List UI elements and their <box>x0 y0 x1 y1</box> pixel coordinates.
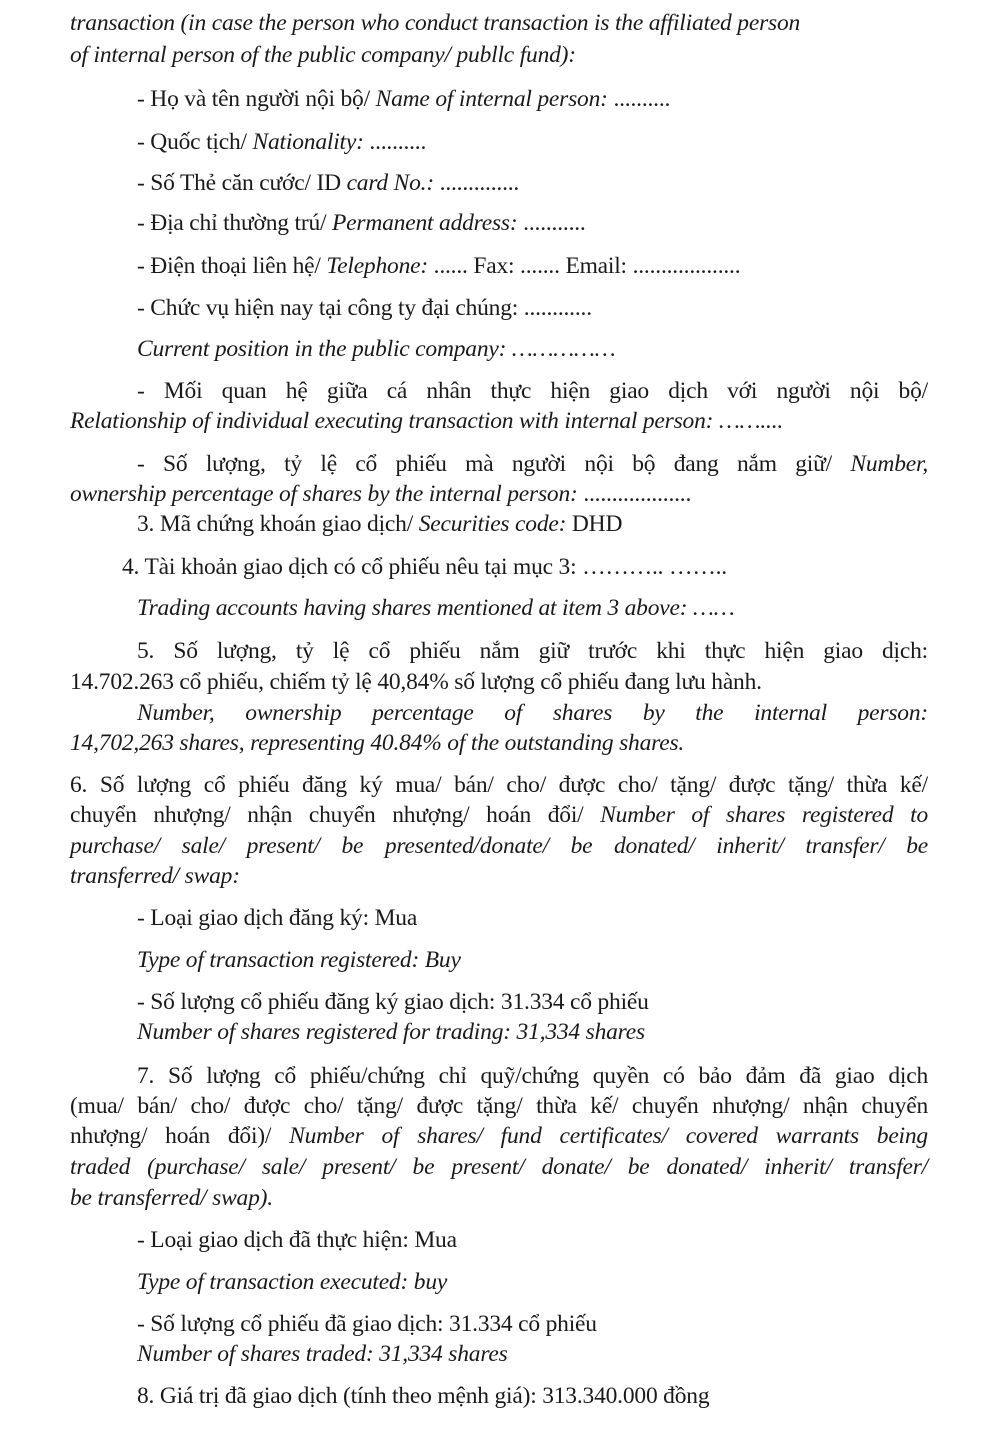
item-7-line-2: (mua/ bán/ cho/ được cho/ tặng/ được tặng/ thừa kế/ chuyển nhượng/ nhận chuyển <box>70 1093 928 1119</box>
item-5-line-3: Number, ownership percentage of shares by the internal person: <box>137 700 928 726</box>
item-7-transaction-type-en: Type of transaction executed: buy <box>137 1269 448 1295</box>
internal-person-id: - Số Thẻ căn cước/ ID card No.: .............. <box>137 170 520 196</box>
internal-person-contact: - Điện thoại liên hệ/ Telephone: ...... Fax: ....... Email: ................... <box>137 253 741 279</box>
item-7-quantity-en: Number of shares traded: 31,334 shares <box>137 1341 508 1367</box>
relationship-vi: - Mối quan hệ giữa cá nhân thực hiện giao dịch với người nội bộ/ <box>137 378 928 404</box>
item-7-line-1: 7. Số lượng cổ phiếu/chứng chỉ quỹ/chứng quyền có bảo đảm đã giao dịch <box>137 1063 928 1089</box>
item-4-trading-accounts-en: Trading accounts having shares mentioned at item 3 above: …… <box>137 595 735 621</box>
item-7-transaction-type-vi: - Loại giao dịch đã thực hiện: Mua <box>137 1227 457 1253</box>
item-6-line-3: purchase/ sale/ present/ be presented/donate/ be donated/ inherit/ transfer/ be <box>70 833 928 859</box>
intro-line-1: transaction (in case the person who conduct transaction is the affiliated person <box>70 10 801 36</box>
item-7-quantity-vi: - Số lượng cổ phiếu đã giao dịch: 31.334 cổ phiếu <box>137 1311 597 1337</box>
ownership-en: ownership percentage of shares by the internal person: ................... <box>70 481 692 507</box>
item-6-line-4: transferred/ swap: <box>70 863 240 889</box>
internal-person-nationality: - Quốc tịch/ Nationality: .......... <box>137 129 427 155</box>
item-5-line-1: 5. Số lượng, tỷ lệ cổ phiếu nắm giữ trước khi thực hiện giao dịch: <box>137 638 928 664</box>
item-5-line-4: 14,702,263 shares, representing 40.84% of the outstanding shares. <box>70 730 685 756</box>
item-4-trading-accounts-vi: 4. Tài khoản giao dịch có cổ phiếu nêu tại mục 3: ……….. …….. <box>122 554 727 580</box>
item-6-line-1: 6. Số lượng cổ phiếu đăng ký mua/ bán/ cho/ được cho/ tặng/ được tặng/ thừa kế/ <box>70 772 928 798</box>
item-5-line-2: 14.702.263 cổ phiếu, chiếm tỷ lệ 40,84% số lượng cổ phiếu đang lưu hành. <box>70 669 762 695</box>
internal-person-position-en: Current position in the public company: …………… <box>137 336 616 362</box>
relationship-en: Relationship of individual executing transaction with internal person: …….... <box>70 408 784 434</box>
item-7-line-3: nhượng/ hoán đổi)/ Number of shares/ fund certificates/ covered warrants being <box>70 1123 928 1149</box>
item-3-securities-code: 3. Mã chứng khoán giao dịch/ Securities code: DHD <box>137 511 623 537</box>
item-6-quantity-vi: - Số lượng cổ phiếu đăng ký giao dịch: 31.334 cổ phiếu <box>137 989 649 1015</box>
item-8-transaction-value: 8. Giá trị đã giao dịch (tính theo mệnh giá): 313.340.000 đồng <box>137 1383 710 1409</box>
intro-line-2: of internal person of the public company/ publlc fund): <box>70 42 576 68</box>
item-6-line-2: chuyển nhượng/ nhận chuyển nhượng/ hoán đổi/ Number of shares registered to <box>70 802 928 828</box>
item-7-line-5: be transferred/ swap). <box>70 1185 273 1211</box>
item-6-quantity-en: Number of shares registered for trading: 31,334 shares <box>137 1019 645 1045</box>
internal-person-position-vi: - Chức vụ hiện nay tại công ty đại chúng: ............ <box>137 295 592 321</box>
ownership-vi: - Số lượng, tỷ lệ cổ phiếu mà người nội bộ đang nắm giữ/ Number, <box>137 451 928 477</box>
item-6-transaction-type-vi: - Loại giao dịch đăng ký: Mua <box>137 905 418 931</box>
internal-person-name: - Họ và tên người nội bộ/ Name of internal person: .......... <box>137 86 671 112</box>
item-6-transaction-type-en: Type of transaction registered: Buy <box>137 947 461 973</box>
item-7-line-4: traded (purchase/ sale/ present/ be present/ donate/ be donated/ inherit/ transfer/ <box>70 1154 928 1180</box>
internal-person-address: - Địa chỉ thường trú/ Permanent address: ........... <box>137 210 586 236</box>
